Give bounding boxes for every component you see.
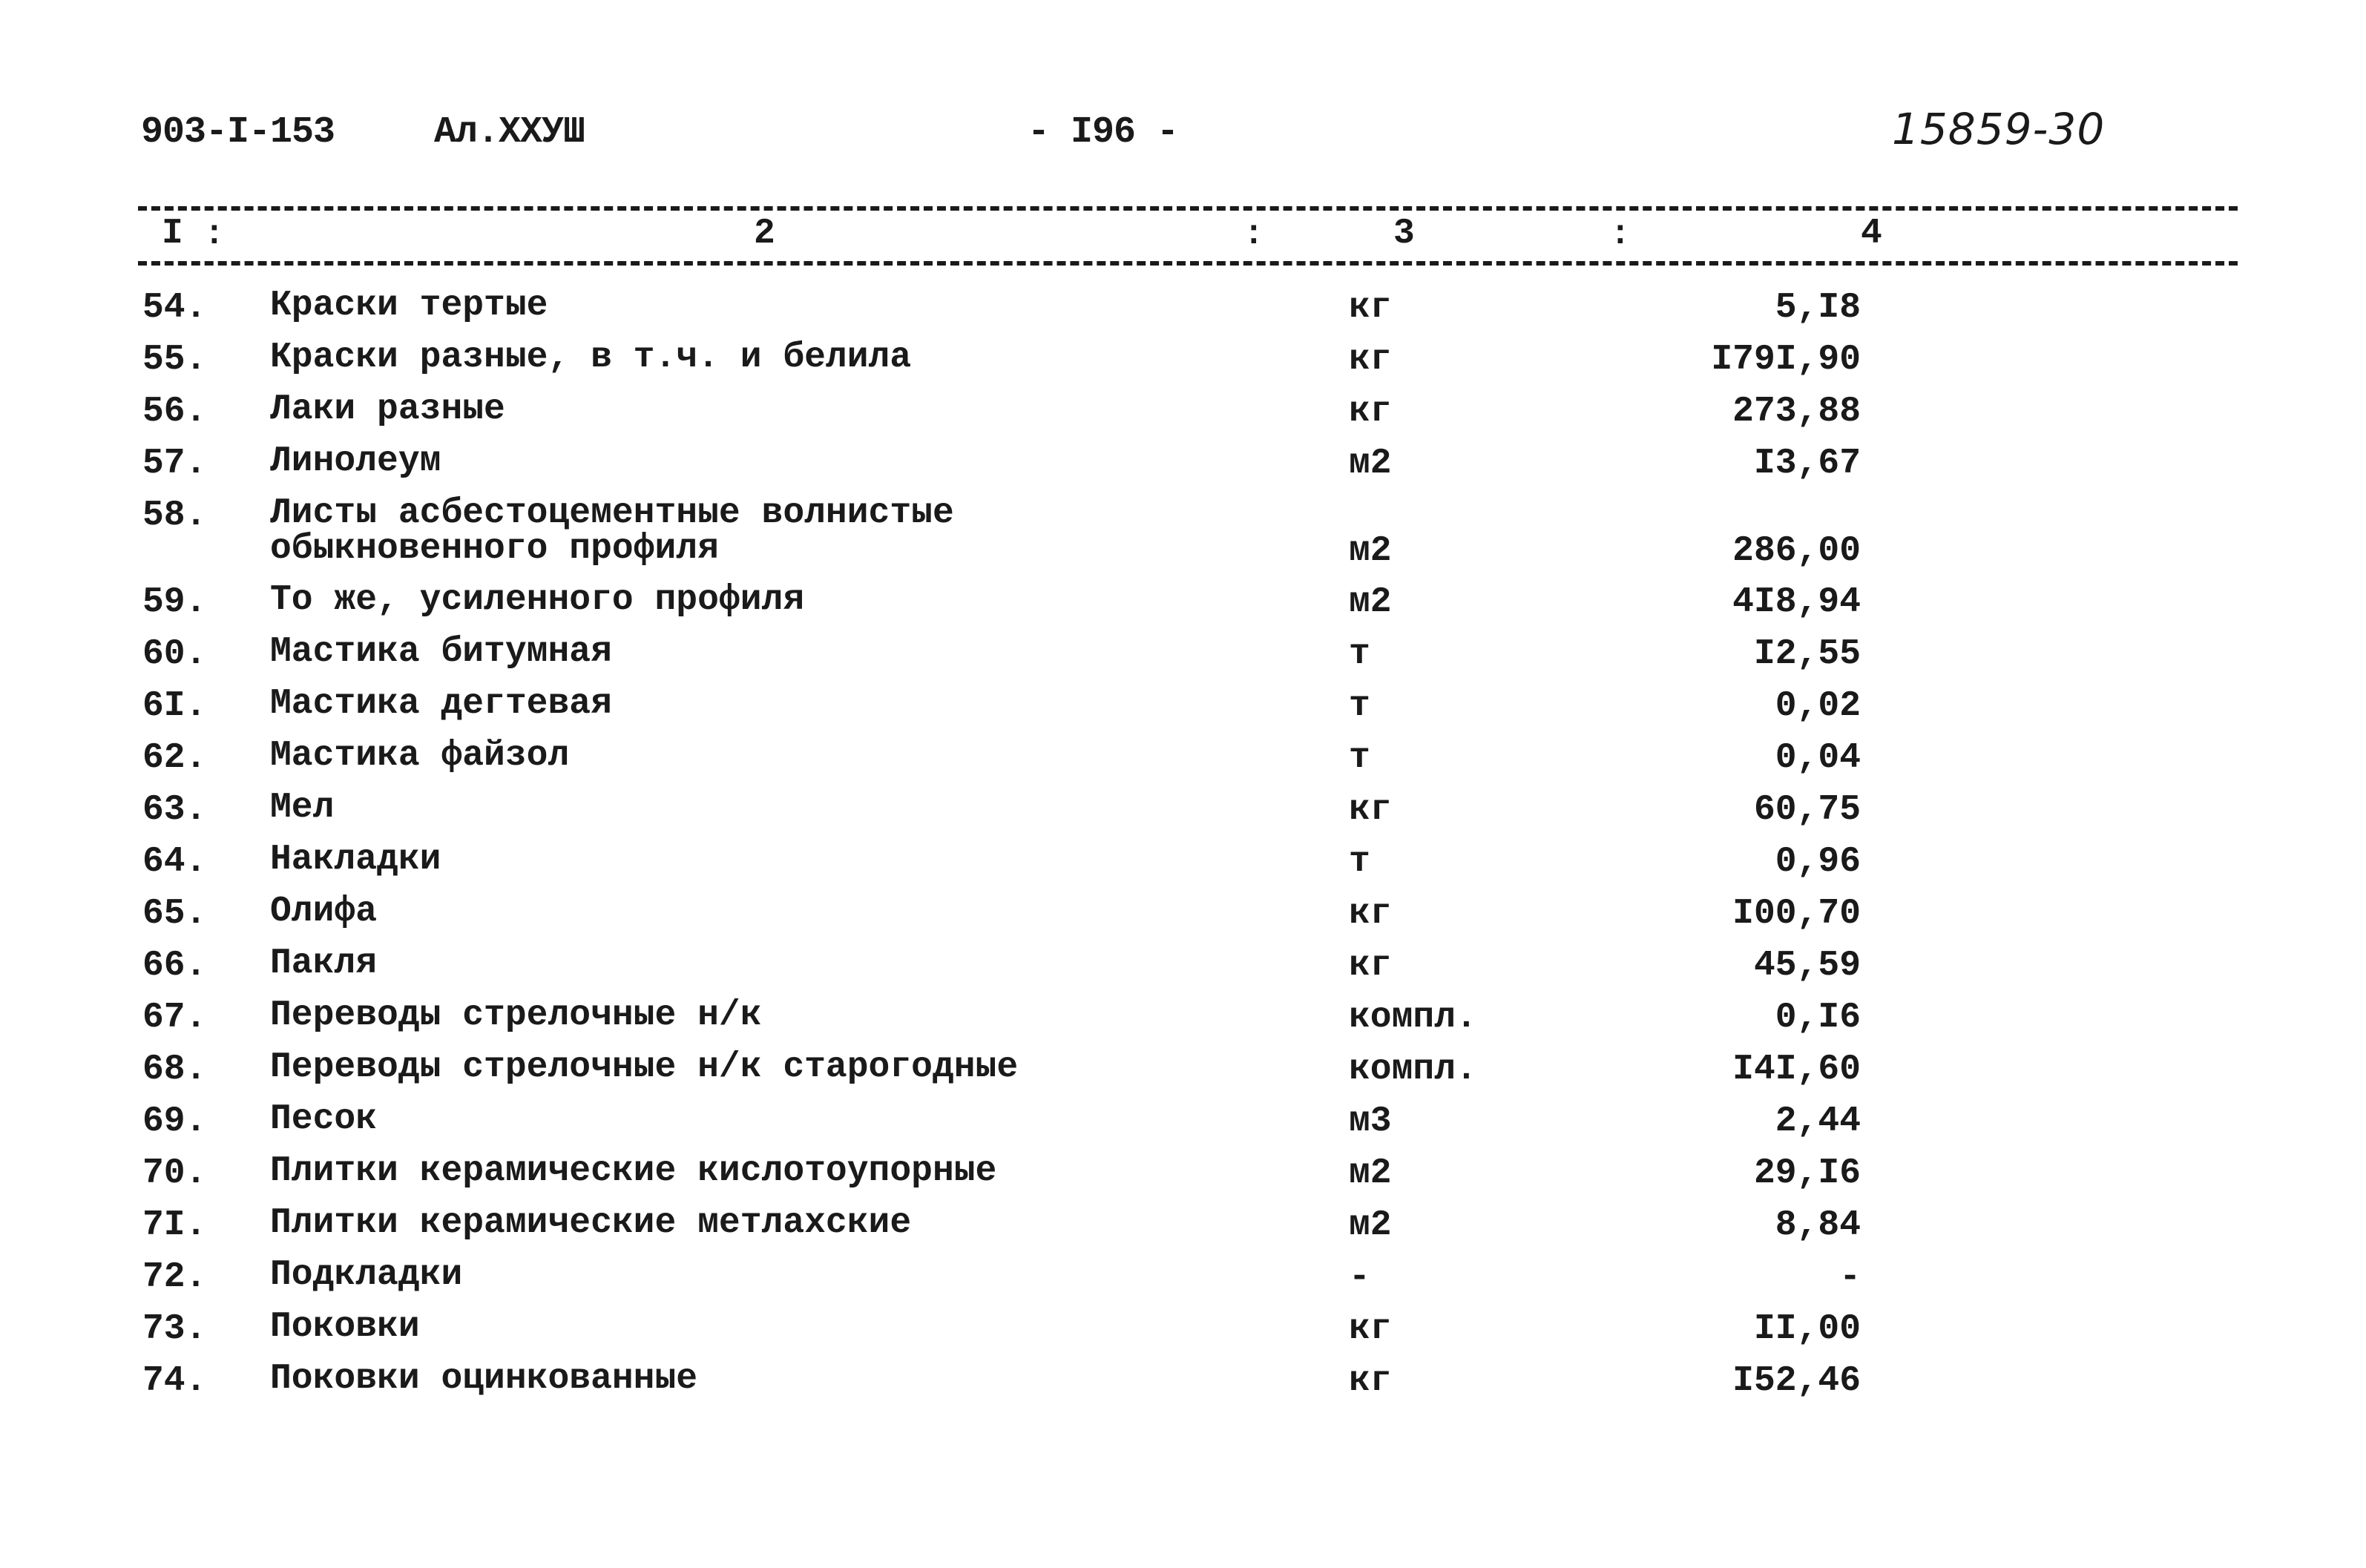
quantity: 29,I6: [1753, 1153, 1861, 1193]
album-number: Ал.XXУШ: [434, 111, 585, 154]
row-number: 6I.: [142, 686, 207, 726]
row-number: 64.: [142, 842, 207, 882]
material-name: [270, 1309, 420, 1345]
material-name: [270, 995, 762, 1035]
table-row: [0, 1254, 2366, 1306]
material-name: [270, 1153, 996, 1189]
row-number: 67.: [142, 998, 207, 1038]
material-name-line: Краски тертые: [270, 286, 548, 326]
row-number: 58.: [142, 495, 207, 536]
row-number: 57.: [142, 444, 207, 484]
unit-of-measure: м2: [1349, 531, 1392, 571]
table-row: [0, 995, 2366, 1047]
quantity: 60,75: [1753, 790, 1861, 830]
row-number: 65.: [142, 894, 207, 934]
quantity: 286,00: [1732, 531, 1861, 571]
material-name: [270, 389, 505, 429]
material-name-line: Краски разные, в т.ч. и белила: [270, 337, 912, 378]
row-number: 56.: [142, 392, 207, 432]
column-separator: :: [204, 215, 225, 254]
quantity: 273,88: [1732, 392, 1861, 432]
material-name: [270, 441, 441, 481]
table-row: [0, 1202, 2366, 1254]
table-row: [0, 1098, 2366, 1150]
unit-of-measure: м2: [1349, 444, 1392, 484]
material-name: [270, 840, 441, 880]
document-code: 903-I-153: [141, 111, 335, 154]
table-row: [0, 787, 2366, 839]
row-number: 66.: [142, 946, 207, 986]
row-number: 70.: [142, 1153, 207, 1193]
table-row: [0, 389, 2366, 441]
quantity: 5,I8: [1775, 288, 1861, 328]
quantity: I2,55: [1753, 634, 1861, 674]
row-number: 62.: [142, 738, 207, 778]
column-header-1: I: [162, 214, 183, 254]
quantity: I52,46: [1732, 1361, 1861, 1401]
column-header-4: 4: [1861, 214, 1882, 254]
row-number: 55.: [142, 340, 207, 380]
column-header-3: 3: [1393, 214, 1415, 254]
material-name: [270, 634, 612, 670]
inventory-stamp: 15859-30: [1892, 104, 2106, 154]
unit-of-measure: компл.: [1349, 998, 1477, 1038]
row-number: 7I.: [142, 1205, 207, 1245]
table-row: [0, 337, 2366, 389]
table-row: [0, 441, 2366, 493]
row-number: 63.: [142, 790, 207, 830]
material-name: [270, 495, 954, 567]
material-name-line: Мастика дегтевая: [270, 684, 612, 724]
material-name-line: Переводы стрелочные н/к старогодные: [270, 1047, 1019, 1087]
quantity: 45,59: [1753, 946, 1861, 986]
table-row: [0, 891, 2366, 943]
material-name-line: Мел: [270, 788, 335, 828]
material-name: [270, 738, 569, 774]
quantity: 0,I6: [1775, 998, 1861, 1038]
quantity: 2,44: [1775, 1101, 1861, 1142]
unit-of-measure: м2: [1349, 1205, 1392, 1245]
quantity: 4I8,94: [1732, 582, 1861, 622]
table-row: [0, 943, 2366, 995]
material-name-line: Поковки: [270, 1307, 420, 1347]
row-number: 74.: [142, 1361, 207, 1401]
table-row: [0, 579, 2366, 631]
material-name-line: Переводы стрелочные н/к: [270, 995, 762, 1035]
material-name-line: Олифа: [270, 892, 378, 932]
material-name-line: Листы асбестоцементные волнистые: [270, 493, 954, 533]
row-number: 72.: [142, 1257, 207, 1297]
unit-of-measure: кг: [1349, 894, 1392, 934]
table-row: [0, 1047, 2366, 1098]
quantity: I3,67: [1753, 444, 1861, 484]
material-name: [270, 1047, 1019, 1087]
material-name: [270, 1257, 462, 1293]
materials-table: [0, 285, 2366, 1410]
unit-of-measure: т: [1349, 634, 1370, 674]
table-top-rule: [138, 206, 2238, 211]
material-name-line: Мастика битумная: [270, 632, 612, 672]
material-name: [270, 1101, 377, 1137]
quantity: I79I,90: [1711, 340, 1861, 380]
table-row: [0, 839, 2366, 891]
material-name-line: Мастика файзол: [270, 736, 570, 776]
material-name: [270, 286, 548, 326]
material-name: [270, 943, 378, 984]
table-row: [0, 735, 2366, 787]
unit-of-measure: м2: [1349, 1153, 1392, 1193]
table-header-rule: [138, 261, 2238, 266]
unit-of-measure: кг: [1349, 790, 1392, 830]
quantity: 0,96: [1775, 842, 1861, 882]
unit-of-measure: кг: [1349, 1309, 1392, 1349]
row-number: 59.: [142, 582, 207, 622]
row-number: 60.: [142, 634, 207, 674]
unit-of-measure: кг: [1349, 340, 1392, 380]
page-number: - I96 -: [1028, 111, 1179, 154]
quantity: -: [1839, 1257, 1861, 1297]
unit-of-measure: т: [1349, 738, 1370, 778]
quantity: I00,70: [1732, 894, 1861, 934]
unit-of-measure: т: [1349, 686, 1370, 726]
quantity: 0,04: [1775, 738, 1861, 778]
material-name-line: Песок: [270, 1099, 378, 1139]
column-separator: :: [1243, 215, 1264, 254]
material-name: [270, 337, 912, 378]
material-name-line: То же, усиленного профиля: [270, 580, 805, 620]
unit-of-measure: кг: [1349, 288, 1392, 328]
table-row: [0, 285, 2366, 337]
table-row: [0, 1358, 2366, 1410]
material-name-line: Лаки разные: [270, 389, 505, 429]
unit-of-measure: т: [1349, 842, 1370, 882]
material-name-line: Линолеум: [270, 441, 441, 481]
material-name: [270, 1205, 911, 1241]
quantity: I4I,60: [1732, 1050, 1861, 1090]
material-name-line: Поковки оцинкованные: [270, 1359, 698, 1399]
row-number: 73.: [142, 1309, 207, 1349]
column-separator: :: [1610, 215, 1631, 254]
material-name: [270, 686, 612, 722]
material-name: [270, 582, 804, 618]
material-name-line: Накладки: [270, 840, 441, 880]
unit-of-measure: м2: [1349, 582, 1392, 622]
row-number: 68.: [142, 1050, 207, 1090]
table-row: [0, 1150, 2366, 1202]
material-name: [270, 790, 334, 826]
column-header-2: 2: [754, 214, 775, 254]
material-name-line: обыкновенного профиля: [270, 529, 719, 569]
material-name: [270, 892, 378, 932]
material-name: [270, 1361, 697, 1397]
unit-of-measure: кг: [1349, 946, 1392, 986]
unit-of-measure: кг: [1349, 392, 1392, 432]
row-number: 54.: [142, 288, 207, 328]
unit-of-measure: кг: [1349, 1361, 1392, 1401]
unit-of-measure: компл.: [1349, 1050, 1477, 1090]
table-row: [0, 1306, 2366, 1358]
quantity: 0,02: [1775, 686, 1861, 726]
table-row: [0, 493, 2366, 579]
table-row: [0, 631, 2366, 683]
table-row: [0, 683, 2366, 735]
quantity: II,00: [1753, 1309, 1861, 1349]
material-name-line: Плитки керамические кислотоупорные: [270, 1151, 997, 1191]
unit-of-measure: -: [1349, 1257, 1370, 1297]
quantity: 8,84: [1775, 1205, 1861, 1245]
row-number: 69.: [142, 1101, 207, 1142]
material-name-line: Пакля: [270, 943, 378, 984]
unit-of-measure: м3: [1349, 1101, 1392, 1142]
material-name-line: Плитки керамические метлахские: [270, 1203, 912, 1243]
material-name-line: Подкладки: [270, 1255, 463, 1295]
